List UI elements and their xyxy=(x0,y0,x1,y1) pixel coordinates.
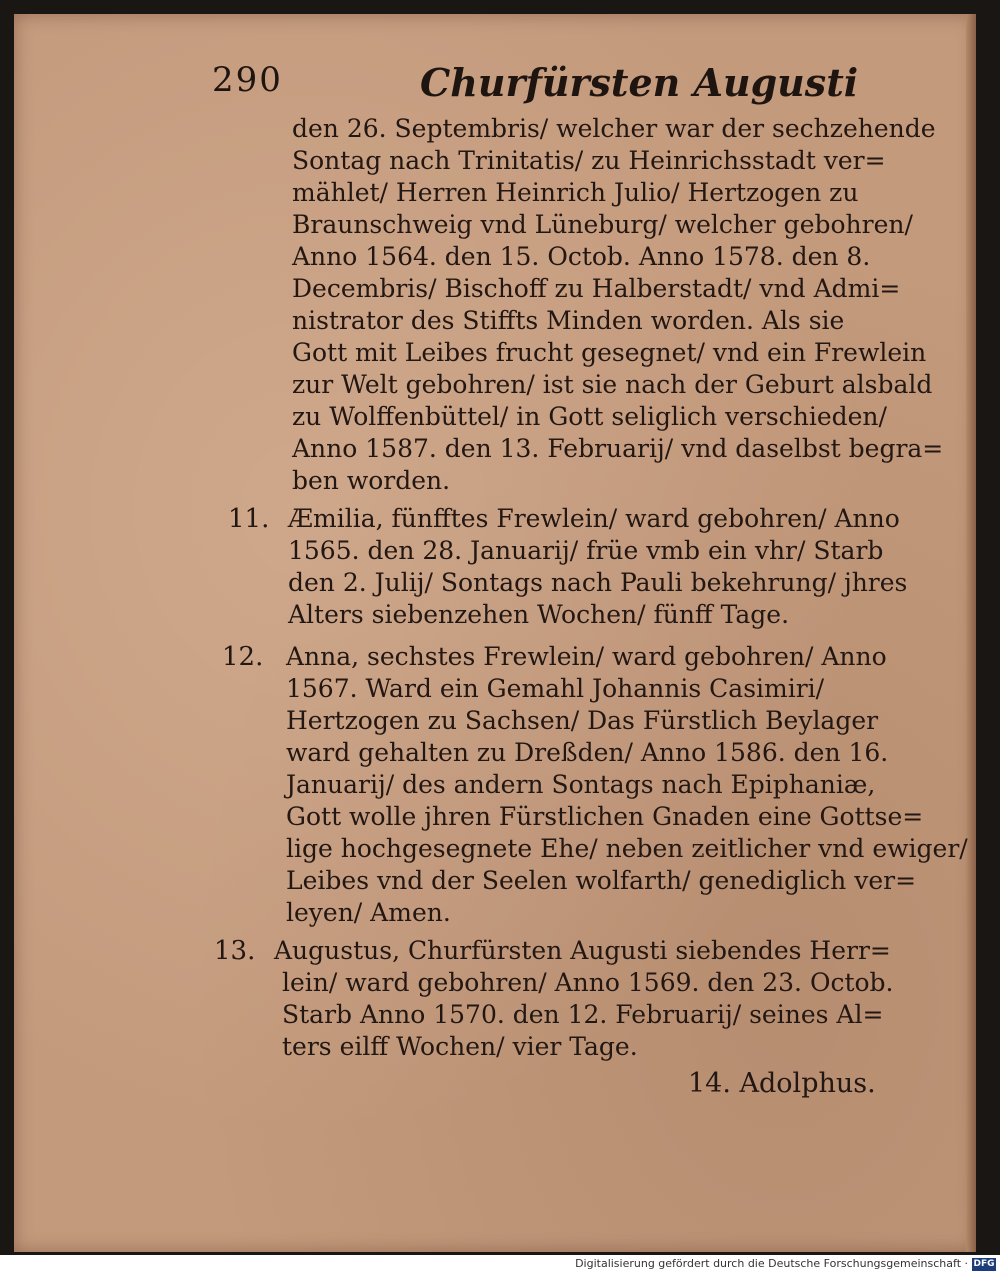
text-line: Braunschweig vnd Lüneburg/ welcher gebohren/ xyxy=(292,210,913,239)
text-line: leyen/ Amen. xyxy=(286,898,451,927)
text-line: Alters siebenzehen Wochen/ fünff Tage. xyxy=(288,600,790,629)
text-line: lige hochgesegnete Ehe/ neben zeitlicher vnd ewiger/ xyxy=(286,834,968,863)
text-line: ward gehalten zu Dreßden/ Anno 1586. den 16. xyxy=(286,738,889,767)
text-line: Januarij/ des andern Sontags nach Epiphaniæ, xyxy=(286,770,876,799)
text-line: ters eilff Wochen/ vier Tage. xyxy=(282,1032,638,1061)
text-line: 1565. den 28. Januarij/ früe vmb ein vhr/ Starb xyxy=(288,536,884,565)
footer-bar xyxy=(0,1255,1000,1275)
text-line: den 26. Septembris/ welcher war der sechzehende xyxy=(292,114,936,143)
dfg-logo: DFG xyxy=(973,1259,995,1269)
text-line: 1567. Ward ein Gemahl Johannis Casimiri/ xyxy=(286,674,825,703)
page-number: 290 xyxy=(212,60,283,100)
text-line: Anno 1587. den 13. Februarij/ vnd daselbst begra= xyxy=(292,434,944,463)
text-line: Anna, sechstes Frewlein/ ward gebohren/ Anno xyxy=(286,642,887,671)
catchword: 14. Adolphus. xyxy=(688,1068,876,1099)
text-line: Hertzogen zu Sachsen/ Das Fürstlich Beylager xyxy=(286,706,879,735)
text-line: ben worden. xyxy=(292,466,451,495)
text-line: Leibes vnd der Seelen wolfarth/ genediglich ver= xyxy=(286,866,917,895)
text-line: Anno 1564. den 15. Octob. Anno 1578. den 8. xyxy=(292,242,871,271)
text-line: Starb Anno 1570. den 12. Februarij/ seines Al= xyxy=(282,1000,884,1029)
text-line: nistrator des Stiffts Minden worden. Als sie xyxy=(292,306,845,335)
text-line: Gott wolle jhren Fürstlichen Gnaden eine Gottse= xyxy=(286,802,924,831)
text-line: lein/ ward gebohren/ Anno 1569. den 23. Octob. xyxy=(282,968,894,997)
text-line: Decembris/ Bischoff zu Halberstadt/ vnd Admi= xyxy=(292,274,901,303)
text-line: Gott mit Leibes frucht gesegnet/ vnd ein Frewlein xyxy=(292,338,927,367)
entry-number: 13. xyxy=(214,936,256,966)
entry-number: 12. xyxy=(222,642,264,672)
running-head: Churfürsten Augusti xyxy=(420,60,859,105)
text-line: mählet/ Herren Heinrich Julio/ Hertzogen zu xyxy=(292,178,859,207)
entry-number: 11. xyxy=(228,504,270,534)
text-line: den 2. Julij/ Sontags nach Pauli bekehrung/ jhres xyxy=(288,568,908,597)
text-line: Æmilia, fünfftes Frewlein/ ward gebohren/ Anno xyxy=(288,504,900,533)
text-line: Sontag nach Trinitatis/ zu Heinrichsstadt ver= xyxy=(292,146,886,175)
funding-credit: Digitalisierung gefördert durch die Deutsche Forschungsgemeinschaft · xyxy=(575,1257,968,1270)
text-line: Augustus, Churfürsten Augusti siebendes Herr= xyxy=(274,936,891,965)
text-line: zur Welt gebohren/ ist sie nach der Geburt alsbald xyxy=(292,370,933,399)
text-line: zu Wolffenbüttel/ in Gott seliglich verschieden/ xyxy=(292,402,887,431)
